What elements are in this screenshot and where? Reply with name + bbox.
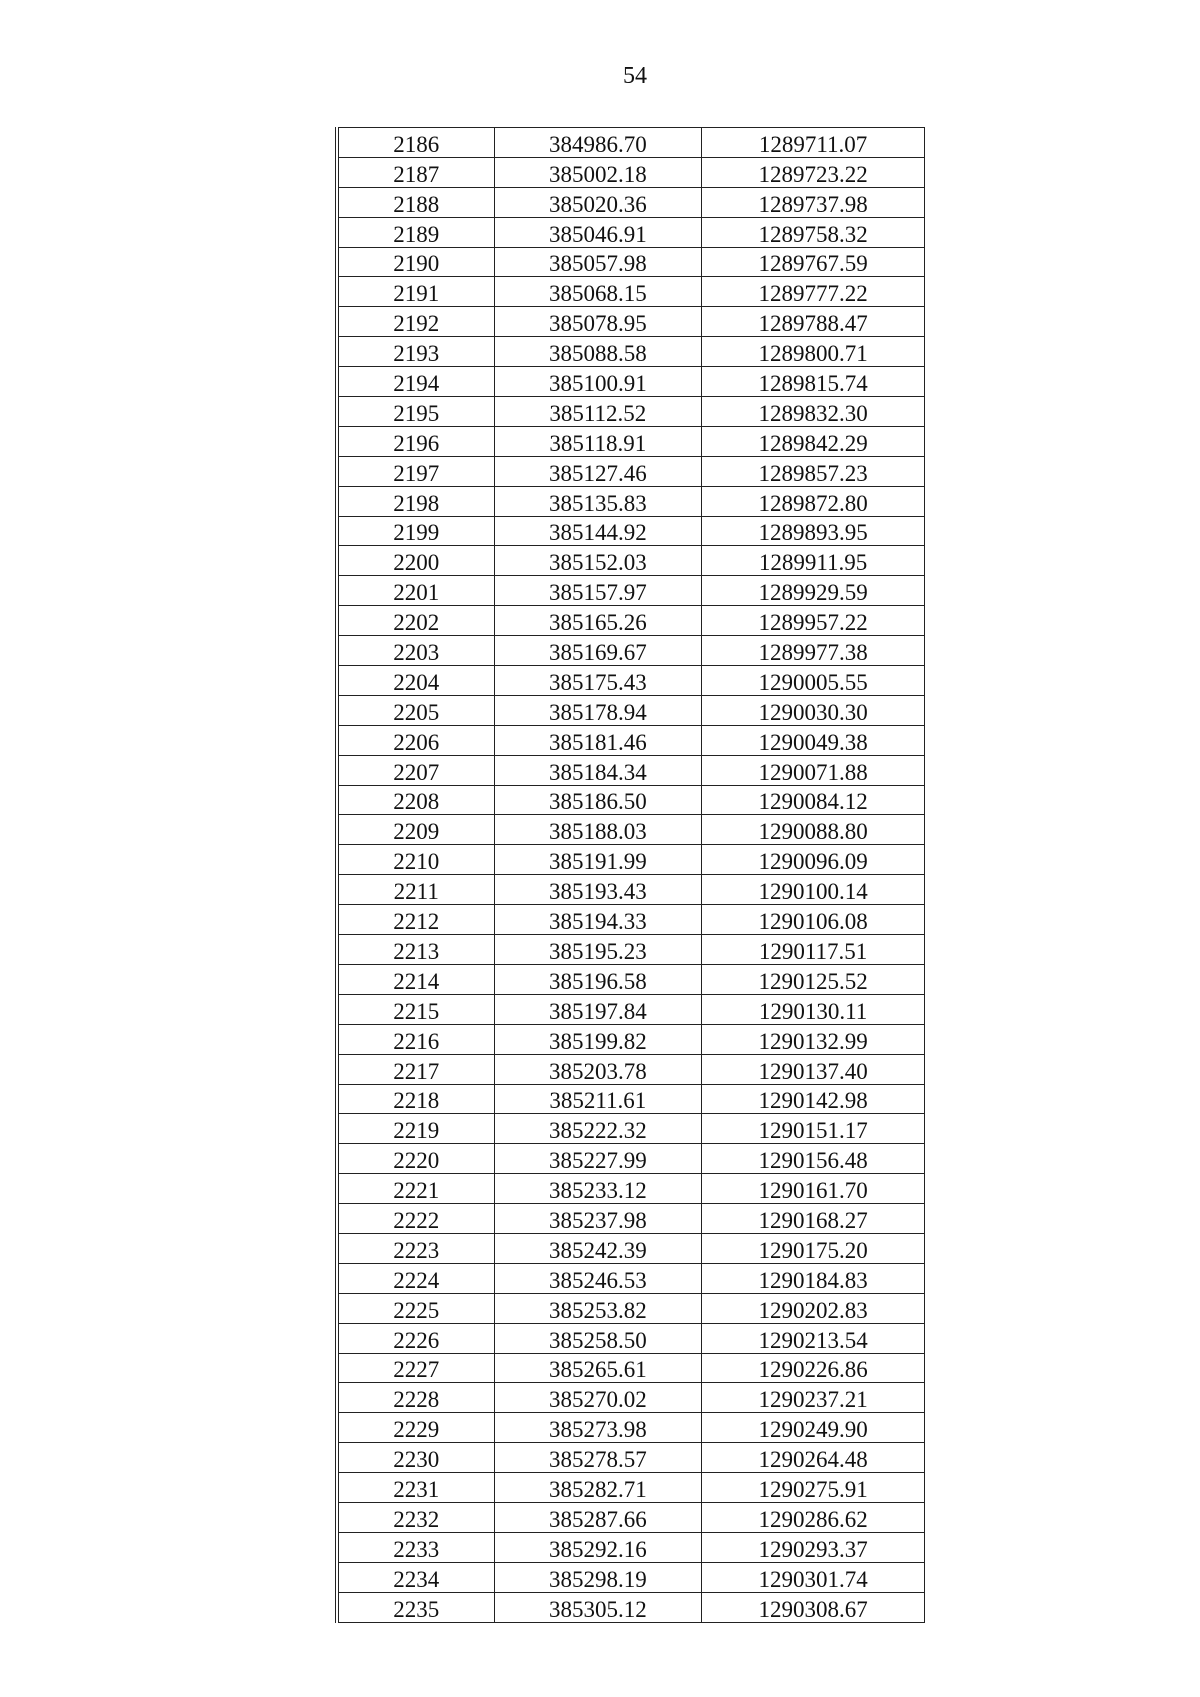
y-coordinate-cell: 1290132.99 xyxy=(702,1024,925,1054)
x-coordinate-cell: 385002.18 xyxy=(494,157,702,187)
x-coordinate-cell: 385273.98 xyxy=(494,1413,702,1443)
x-coordinate-cell: 385127.46 xyxy=(494,456,702,486)
point-number-cell: 2199 xyxy=(337,516,494,546)
x-coordinate-cell: 385233.12 xyxy=(494,1174,702,1204)
table-row xyxy=(337,606,925,636)
y-coordinate-cell: 1289815.74 xyxy=(702,367,925,397)
table-row xyxy=(337,935,925,965)
point-number-cell: 2198 xyxy=(337,486,494,516)
point-number-cell: 2213 xyxy=(337,935,494,965)
x-coordinate-cell: 385193.43 xyxy=(494,875,702,905)
table-row xyxy=(337,755,925,785)
coordinate-table-body xyxy=(337,128,925,1623)
table-row xyxy=(337,546,925,576)
point-number-cell: 2191 xyxy=(337,277,494,307)
point-number-cell: 2221 xyxy=(337,1174,494,1204)
y-coordinate-cell: 1290213.54 xyxy=(702,1323,925,1353)
y-coordinate-cell: 1290161.70 xyxy=(702,1174,925,1204)
table-row xyxy=(337,1144,925,1174)
table-row xyxy=(337,516,925,546)
x-coordinate-cell: 385088.58 xyxy=(494,337,702,367)
x-coordinate-cell: 385203.78 xyxy=(494,1054,702,1084)
point-number-cell: 2215 xyxy=(337,994,494,1024)
y-coordinate-cell: 1290071.88 xyxy=(702,755,925,785)
y-coordinate-cell: 1289872.80 xyxy=(702,486,925,516)
point-number-cell: 2202 xyxy=(337,606,494,636)
y-coordinate-cell: 1290096.09 xyxy=(702,845,925,875)
table-row xyxy=(337,426,925,456)
y-coordinate-cell: 1289929.59 xyxy=(702,576,925,606)
point-number-cell: 2228 xyxy=(337,1383,494,1413)
y-coordinate-cell: 1290249.90 xyxy=(702,1413,925,1443)
table-row xyxy=(337,666,925,696)
y-coordinate-cell: 1290308.67 xyxy=(702,1592,925,1622)
x-coordinate-cell: 385184.34 xyxy=(494,755,702,785)
point-number-cell: 2223 xyxy=(337,1233,494,1263)
x-coordinate-cell: 384986.70 xyxy=(494,128,702,158)
x-coordinate-cell: 385222.32 xyxy=(494,1114,702,1144)
y-coordinate-cell: 1289711.07 xyxy=(702,128,925,158)
table-row xyxy=(337,307,925,337)
table-row xyxy=(337,1263,925,1293)
table-row xyxy=(337,695,925,725)
point-number-cell: 2218 xyxy=(337,1084,494,1114)
point-number-cell: 2195 xyxy=(337,397,494,427)
point-number-cell: 2220 xyxy=(337,1144,494,1174)
y-coordinate-cell: 1290084.12 xyxy=(702,785,925,815)
table-row xyxy=(337,1293,925,1323)
x-coordinate-cell: 385292.16 xyxy=(494,1532,702,1562)
page-number: 54 xyxy=(623,63,647,89)
y-coordinate-cell: 1290100.14 xyxy=(702,875,925,905)
point-number-cell: 2219 xyxy=(337,1114,494,1144)
table-row xyxy=(337,1174,925,1204)
x-coordinate-cell: 385157.97 xyxy=(494,576,702,606)
point-number-cell: 2212 xyxy=(337,905,494,935)
y-coordinate-cell: 1290030.30 xyxy=(702,695,925,725)
x-coordinate-cell: 385046.91 xyxy=(494,217,702,247)
y-coordinate-cell: 1289842.29 xyxy=(702,426,925,456)
y-coordinate-cell: 1290175.20 xyxy=(702,1233,925,1263)
table-row xyxy=(337,725,925,755)
y-coordinate-cell: 1290106.08 xyxy=(702,905,925,935)
point-number-cell: 2200 xyxy=(337,546,494,576)
y-coordinate-cell: 1290237.21 xyxy=(702,1383,925,1413)
table-row xyxy=(337,1413,925,1443)
x-coordinate-cell: 385199.82 xyxy=(494,1024,702,1054)
point-number-cell: 2216 xyxy=(337,1024,494,1054)
table-row xyxy=(337,1592,925,1622)
y-coordinate-cell: 1290168.27 xyxy=(702,1204,925,1234)
point-number-cell: 2217 xyxy=(337,1054,494,1084)
x-coordinate-cell: 385265.61 xyxy=(494,1353,702,1383)
x-coordinate-cell: 385305.12 xyxy=(494,1592,702,1622)
point-number-cell: 2214 xyxy=(337,964,494,994)
x-coordinate-cell: 385165.26 xyxy=(494,606,702,636)
point-number-cell: 2225 xyxy=(337,1293,494,1323)
table-row xyxy=(337,815,925,845)
x-coordinate-cell: 385191.99 xyxy=(494,845,702,875)
point-number-cell: 2190 xyxy=(337,247,494,277)
table-row xyxy=(337,1443,925,1473)
x-coordinate-cell: 385112.52 xyxy=(494,397,702,427)
table-row xyxy=(337,1114,925,1144)
x-coordinate-cell: 385196.58 xyxy=(494,964,702,994)
coordinate-table xyxy=(335,127,925,1623)
y-coordinate-cell: 1290202.83 xyxy=(702,1293,925,1323)
y-coordinate-cell: 1290293.37 xyxy=(702,1532,925,1562)
y-coordinate-cell: 1290117.51 xyxy=(702,935,925,965)
x-coordinate-cell: 385258.50 xyxy=(494,1323,702,1353)
y-coordinate-cell: 1290005.55 xyxy=(702,666,925,696)
x-coordinate-cell: 385237.98 xyxy=(494,1204,702,1234)
point-number-cell: 2204 xyxy=(337,666,494,696)
point-number-cell: 2210 xyxy=(337,845,494,875)
table-row xyxy=(337,1532,925,1562)
y-coordinate-cell: 1290142.98 xyxy=(702,1084,925,1114)
table-row xyxy=(337,1204,925,1234)
table-row xyxy=(337,785,925,815)
table-row xyxy=(337,187,925,217)
point-number-cell: 2188 xyxy=(337,187,494,217)
point-number-cell: 2211 xyxy=(337,875,494,905)
y-coordinate-cell: 1289788.47 xyxy=(702,307,925,337)
x-coordinate-cell: 385197.84 xyxy=(494,994,702,1024)
y-coordinate-cell: 1290156.48 xyxy=(702,1144,925,1174)
table-row xyxy=(337,964,925,994)
x-coordinate-cell: 385195.23 xyxy=(494,935,702,965)
table-row xyxy=(337,636,925,666)
point-number-cell: 2232 xyxy=(337,1502,494,1532)
x-coordinate-cell: 385078.95 xyxy=(494,307,702,337)
y-coordinate-cell: 1290049.38 xyxy=(702,725,925,755)
table-row xyxy=(337,1502,925,1532)
x-coordinate-cell: 385278.57 xyxy=(494,1443,702,1473)
point-number-cell: 2231 xyxy=(337,1473,494,1503)
y-coordinate-cell: 1290184.83 xyxy=(702,1263,925,1293)
y-coordinate-cell: 1290286.62 xyxy=(702,1502,925,1532)
point-number-cell: 2193 xyxy=(337,337,494,367)
table-row xyxy=(337,1383,925,1413)
x-coordinate-cell: 385181.46 xyxy=(494,725,702,755)
point-number-cell: 2207 xyxy=(337,755,494,785)
x-coordinate-cell: 385100.91 xyxy=(494,367,702,397)
point-number-cell: 2189 xyxy=(337,217,494,247)
table-row xyxy=(337,875,925,905)
table-row xyxy=(337,277,925,307)
y-coordinate-cell: 1290137.40 xyxy=(702,1054,925,1084)
point-number-cell: 2205 xyxy=(337,695,494,725)
x-coordinate-cell: 385175.43 xyxy=(494,666,702,696)
table-row xyxy=(337,1323,925,1353)
y-coordinate-cell: 1289800.71 xyxy=(702,337,925,367)
point-number-cell: 2187 xyxy=(337,157,494,187)
table-row xyxy=(337,1473,925,1503)
y-coordinate-cell: 1289767.59 xyxy=(702,247,925,277)
point-number-cell: 2234 xyxy=(337,1562,494,1592)
table-row xyxy=(337,367,925,397)
point-number-cell: 2203 xyxy=(337,636,494,666)
y-coordinate-cell: 1290301.74 xyxy=(702,1562,925,1592)
point-number-cell: 2230 xyxy=(337,1443,494,1473)
x-coordinate-cell: 385118.91 xyxy=(494,426,702,456)
y-coordinate-cell: 1290151.17 xyxy=(702,1114,925,1144)
point-number-cell: 2206 xyxy=(337,725,494,755)
x-coordinate-cell: 385298.19 xyxy=(494,1562,702,1592)
y-coordinate-cell: 1289737.98 xyxy=(702,187,925,217)
x-coordinate-cell: 385152.03 xyxy=(494,546,702,576)
y-coordinate-cell: 1290125.52 xyxy=(702,964,925,994)
point-number-cell: 2196 xyxy=(337,426,494,456)
point-number-cell: 2192 xyxy=(337,307,494,337)
x-coordinate-cell: 385246.53 xyxy=(494,1263,702,1293)
table-row xyxy=(337,486,925,516)
x-coordinate-cell: 385227.99 xyxy=(494,1144,702,1174)
point-number-cell: 2222 xyxy=(337,1204,494,1234)
x-coordinate-cell: 385211.61 xyxy=(494,1084,702,1114)
table-row xyxy=(337,905,925,935)
x-coordinate-cell: 385186.50 xyxy=(494,785,702,815)
y-coordinate-cell: 1290275.91 xyxy=(702,1473,925,1503)
table-row xyxy=(337,845,925,875)
table-row xyxy=(337,157,925,187)
point-number-cell: 2229 xyxy=(337,1413,494,1443)
x-coordinate-cell: 385287.66 xyxy=(494,1502,702,1532)
table-row xyxy=(337,1054,925,1084)
y-coordinate-cell: 1289777.22 xyxy=(702,277,925,307)
x-coordinate-cell: 385242.39 xyxy=(494,1233,702,1263)
point-number-cell: 2227 xyxy=(337,1353,494,1383)
table-row xyxy=(337,1233,925,1263)
x-coordinate-cell: 385178.94 xyxy=(494,695,702,725)
point-number-cell: 2209 xyxy=(337,815,494,845)
x-coordinate-cell: 385057.98 xyxy=(494,247,702,277)
y-coordinate-cell: 1290264.48 xyxy=(702,1443,925,1473)
table-row xyxy=(337,1084,925,1114)
table-row xyxy=(337,456,925,486)
x-coordinate-cell: 385144.92 xyxy=(494,516,702,546)
table-row xyxy=(337,1353,925,1383)
x-coordinate-cell: 385068.15 xyxy=(494,277,702,307)
table-row xyxy=(337,397,925,427)
table-row xyxy=(337,1562,925,1592)
x-coordinate-cell: 385169.67 xyxy=(494,636,702,666)
x-coordinate-cell: 385253.82 xyxy=(494,1293,702,1323)
table-row xyxy=(337,217,925,247)
table-row xyxy=(337,576,925,606)
point-number-cell: 2201 xyxy=(337,576,494,606)
y-coordinate-cell: 1289758.32 xyxy=(702,217,925,247)
y-coordinate-cell: 1289893.95 xyxy=(702,516,925,546)
point-number-cell: 2208 xyxy=(337,785,494,815)
point-number-cell: 2197 xyxy=(337,456,494,486)
x-coordinate-cell: 385020.36 xyxy=(494,187,702,217)
x-coordinate-cell: 385135.83 xyxy=(494,486,702,516)
table-row xyxy=(337,128,925,158)
point-number-cell: 2194 xyxy=(337,367,494,397)
y-coordinate-cell: 1289911.95 xyxy=(702,546,925,576)
x-coordinate-cell: 385282.71 xyxy=(494,1473,702,1503)
x-coordinate-cell: 385270.02 xyxy=(494,1383,702,1413)
point-number-cell: 2233 xyxy=(337,1532,494,1562)
y-coordinate-cell: 1289957.22 xyxy=(702,606,925,636)
y-coordinate-cell: 1289723.22 xyxy=(702,157,925,187)
y-coordinate-cell: 1290088.80 xyxy=(702,815,925,845)
point-number-cell: 2226 xyxy=(337,1323,494,1353)
point-number-cell: 2186 xyxy=(337,128,494,158)
table-row xyxy=(337,994,925,1024)
y-coordinate-cell: 1289857.23 xyxy=(702,456,925,486)
table-row xyxy=(337,1024,925,1054)
y-coordinate-cell: 1290226.86 xyxy=(702,1353,925,1383)
table-row xyxy=(337,337,925,367)
table-row xyxy=(337,247,925,277)
y-coordinate-cell: 1290130.11 xyxy=(702,994,925,1024)
point-number-cell: 2235 xyxy=(337,1592,494,1622)
y-coordinate-cell: 1289832.30 xyxy=(702,397,925,427)
x-coordinate-cell: 385188.03 xyxy=(494,815,702,845)
y-coordinate-cell: 1289977.38 xyxy=(702,636,925,666)
x-coordinate-cell: 385194.33 xyxy=(494,905,702,935)
point-number-cell: 2224 xyxy=(337,1263,494,1293)
